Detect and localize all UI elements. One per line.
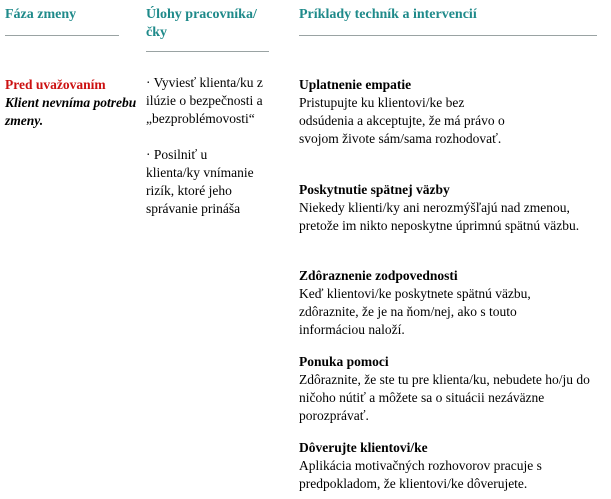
header-divider-phase: [5, 35, 119, 36]
technique-text: Pristupujte ku klientovi/ke bez odsúdenia a akceptujte, že má právo o svojom živote sám/sama rozhodovať.: [299, 95, 505, 146]
header-divider-tasks: [146, 51, 269, 52]
technique-item: [299, 181, 605, 235]
technique-title: Ponuka pomoci: [299, 354, 389, 369]
header-examples: Príklady techník a intervencií: [299, 7, 477, 22]
technique-text: Niekedy klienti/ky ani nerozmýšľajú nad zmenou, pretože im nikto neposkytne úprimnú spätnú väzbu.: [299, 200, 580, 233]
technique-text: Keď klientovi/ke poskytnete spätnú väzbu, zdôraznite, že je na ňom/nej, ako s touto informáciou naloží.: [299, 286, 531, 337]
header-tasks: Úlohy pracovníka/čky: [146, 7, 257, 40]
technique-item: [299, 76, 605, 148]
technique-title: Uplatnenie empatie: [299, 77, 412, 92]
header-divider-examples: [299, 35, 597, 36]
technique-title: Dôverujte klientovi/ke: [299, 440, 428, 455]
technique-item: [299, 439, 605, 493]
technique-text: Aplikácia motivačných rozhovorov pracuje s predpokladom, že klientovi/ke dôverujete.: [299, 458, 542, 491]
task-item: · Posilniť u klienta/ky vnímanie rizík, ktoré jeho správanie prináša: [146, 147, 254, 216]
phase-description: Klient nevníma potrebu zmeny.: [5, 95, 137, 128]
technique-title: Poskytnutie spätnej väzby: [299, 182, 450, 197]
task-item: · Vyviesť klienta/ku z ilúzie o bezpečnosti a „bezproblémovosti“: [146, 75, 263, 126]
header-phase: Fáza zmeny: [5, 7, 77, 22]
technique-item: [299, 353, 605, 425]
technique-item: [299, 267, 605, 339]
phase-cell: [5, 76, 140, 130]
technique-text: Zdôraznite, že ste tu pre klienta/ku, nebudete ho/ju do ničoho nútiť a môžete sa o situácii nezáväzne porozprávať.: [299, 372, 590, 423]
phase-name: Pred uvažovaním: [5, 77, 106, 92]
technique-title: Zdôraznenie zodpovednosti: [299, 268, 458, 283]
